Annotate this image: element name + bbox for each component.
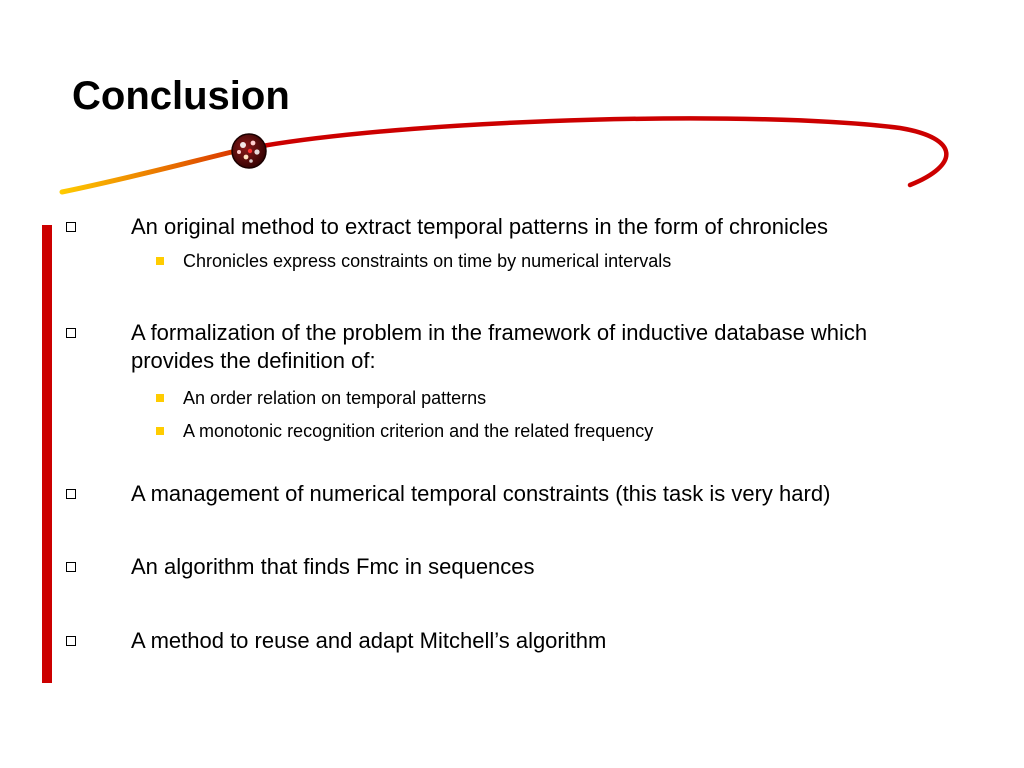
filled-square-bullet-icon xyxy=(156,427,164,435)
sub-bullet-text: A monotonic recognition criterion and the related frequency xyxy=(183,421,654,441)
bullet-text: An original method to extract temporal patterns in the form of chronicles xyxy=(131,214,829,239)
filled-square-bullet-icon xyxy=(156,257,164,265)
hollow-square-bullet-icon xyxy=(66,562,76,572)
bullet-text: A formalization of the problem in the framework of inductive database which provides the definition of: xyxy=(131,320,868,373)
sub-bullet-list xyxy=(156,250,956,283)
sub-bullet-item xyxy=(156,387,956,420)
sub-bullet-item xyxy=(156,250,956,283)
sub-bullet-item xyxy=(156,420,956,453)
hollow-square-bullet-icon xyxy=(66,636,76,646)
bullet-text: An algorithm that finds Fmc in sequences xyxy=(131,554,535,579)
sub-bullet-list xyxy=(156,387,956,453)
hollow-square-bullet-icon xyxy=(66,328,76,338)
sub-bullet-text: Chronicles express constraints on time by numerical intervals xyxy=(183,251,672,271)
bullet-text: A management of numerical temporal constraints (this task is very hard) xyxy=(131,481,831,506)
filled-square-bullet-icon xyxy=(156,394,164,402)
hollow-square-bullet-icon xyxy=(66,489,76,499)
bullet-text: A method to reuse and adapt Mitchell’s algorithm xyxy=(131,628,607,653)
hollow-square-bullet-icon xyxy=(66,222,76,232)
slide-title: Conclusion xyxy=(72,74,290,118)
sub-bullet-text: An order relation on temporal patterns xyxy=(183,388,487,408)
